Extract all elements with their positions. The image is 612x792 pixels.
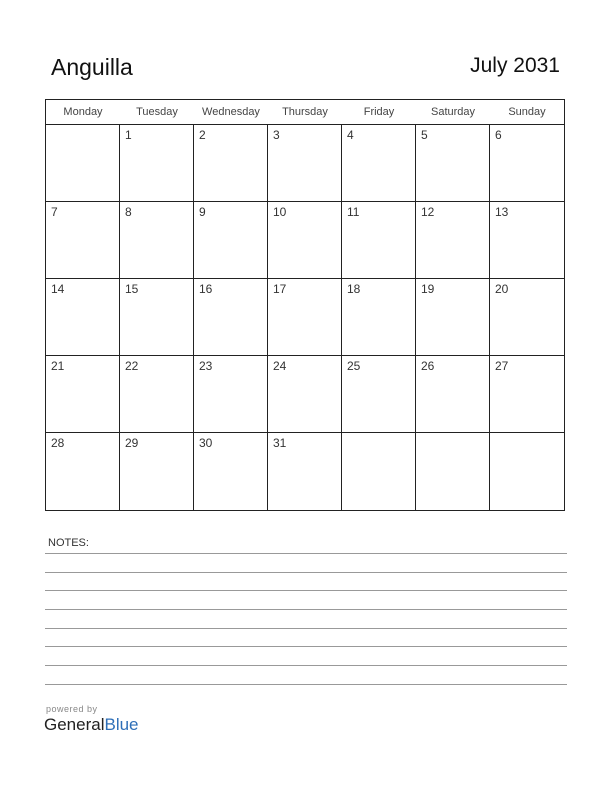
day-number: 4 [347, 128, 354, 142]
calendar-day-cell [342, 202, 416, 279]
note-line [45, 572, 567, 573]
calendar-day-cell [490, 125, 564, 202]
calendar-day-cell [46, 356, 120, 433]
calendar-day-cell [268, 279, 342, 356]
logo-general-text: General [44, 715, 105, 734]
calendar-day-cell [268, 125, 342, 202]
calendar-country-title: Anguilla [51, 54, 133, 80]
calendar-day-cell [268, 433, 342, 510]
calendar-day-cell [342, 356, 416, 433]
day-number: 1 [125, 128, 132, 142]
calendar-day-cell [194, 125, 268, 202]
calendar-day-cell [120, 279, 194, 356]
day-number: 17 [273, 282, 287, 296]
day-number: 5 [421, 128, 428, 142]
calendar-day-cell [342, 279, 416, 356]
calendar-day-cell [46, 125, 120, 202]
powered-by-text: powered by [46, 704, 98, 714]
day-number: 27 [495, 359, 509, 373]
note-line [45, 590, 567, 591]
calendar-day-cell [46, 433, 120, 510]
calendar-day-cell [194, 433, 268, 510]
calendar-day-cell [120, 125, 194, 202]
day-number: 7 [51, 205, 58, 219]
calendar-day-cell [342, 125, 416, 202]
day-number: 6 [495, 128, 502, 142]
calendar-day-cell [120, 433, 194, 510]
note-line [45, 628, 567, 629]
day-number: 21 [51, 359, 65, 373]
day-number: 15 [125, 282, 139, 296]
generalblue-branding [44, 704, 139, 735]
day-number: 28 [51, 436, 65, 450]
calendar-day-cell [490, 279, 564, 356]
calendar-day-cell [416, 279, 490, 356]
generalblue-logo [44, 715, 139, 735]
calendar-day-cell [490, 202, 564, 279]
calendar-day-cell [268, 202, 342, 279]
day-number: 20 [495, 282, 509, 296]
day-number: 22 [125, 359, 139, 373]
calendar-day-cell [194, 356, 268, 433]
day-number: 26 [421, 359, 435, 373]
calendar-day-cell [46, 202, 120, 279]
day-number: 13 [495, 205, 509, 219]
calendar-day-cell [416, 356, 490, 433]
calendar-month-title: July 2031 [470, 54, 560, 77]
note-line [45, 609, 567, 610]
day-number: 10 [273, 205, 287, 219]
calendar-day-cell [490, 356, 564, 433]
day-number: 23 [199, 359, 213, 373]
weekday-thursday: Thursday [282, 106, 328, 118]
calendar-day-cell [194, 279, 268, 356]
day-number: 3 [273, 128, 280, 142]
calendar-day-cell [194, 202, 268, 279]
day-number: 8 [125, 205, 132, 219]
day-number: 31 [273, 436, 287, 450]
day-number: 9 [199, 205, 206, 219]
calendar-day-cell [120, 356, 194, 433]
calendar-day-cell [46, 279, 120, 356]
calendar-day-cell [416, 125, 490, 202]
weekday-saturday: Saturday [430, 106, 476, 118]
note-line [45, 646, 567, 647]
day-number: 25 [347, 359, 361, 373]
weekday-tuesday: Tuesday [136, 106, 178, 118]
weekday-wednesday: Wednesday [202, 106, 260, 118]
day-number: 30 [199, 436, 213, 450]
day-number: 2 [199, 128, 206, 142]
day-number: 18 [347, 282, 361, 296]
day-number: 29 [125, 436, 139, 450]
calendar-day-cell [416, 202, 490, 279]
weekday-sunday: Sunday [508, 106, 546, 118]
calendar-day-cell [342, 433, 416, 510]
notes-label: NOTES: [48, 537, 89, 549]
calendar-day-cell [268, 356, 342, 433]
day-number: 14 [51, 282, 65, 296]
note-line [45, 553, 567, 554]
day-number: 24 [273, 359, 287, 373]
weekday-friday: Friday [363, 106, 395, 118]
logo-blue-text: Blue [104, 715, 139, 734]
day-number: 11 [347, 205, 360, 219]
weekday-header-row [46, 100, 564, 125]
weekday-monday: Monday [63, 106, 103, 118]
calendar-day-cell [490, 433, 564, 510]
month-calendar [45, 99, 565, 511]
note-line [45, 684, 567, 685]
calendar-day-cell [120, 202, 194, 279]
day-number: 16 [199, 282, 213, 296]
day-number: 12 [421, 205, 435, 219]
calendar-day-grid [46, 125, 564, 510]
day-number: 19 [421, 282, 435, 296]
note-line [45, 665, 567, 666]
calendar-day-cell [416, 433, 490, 510]
